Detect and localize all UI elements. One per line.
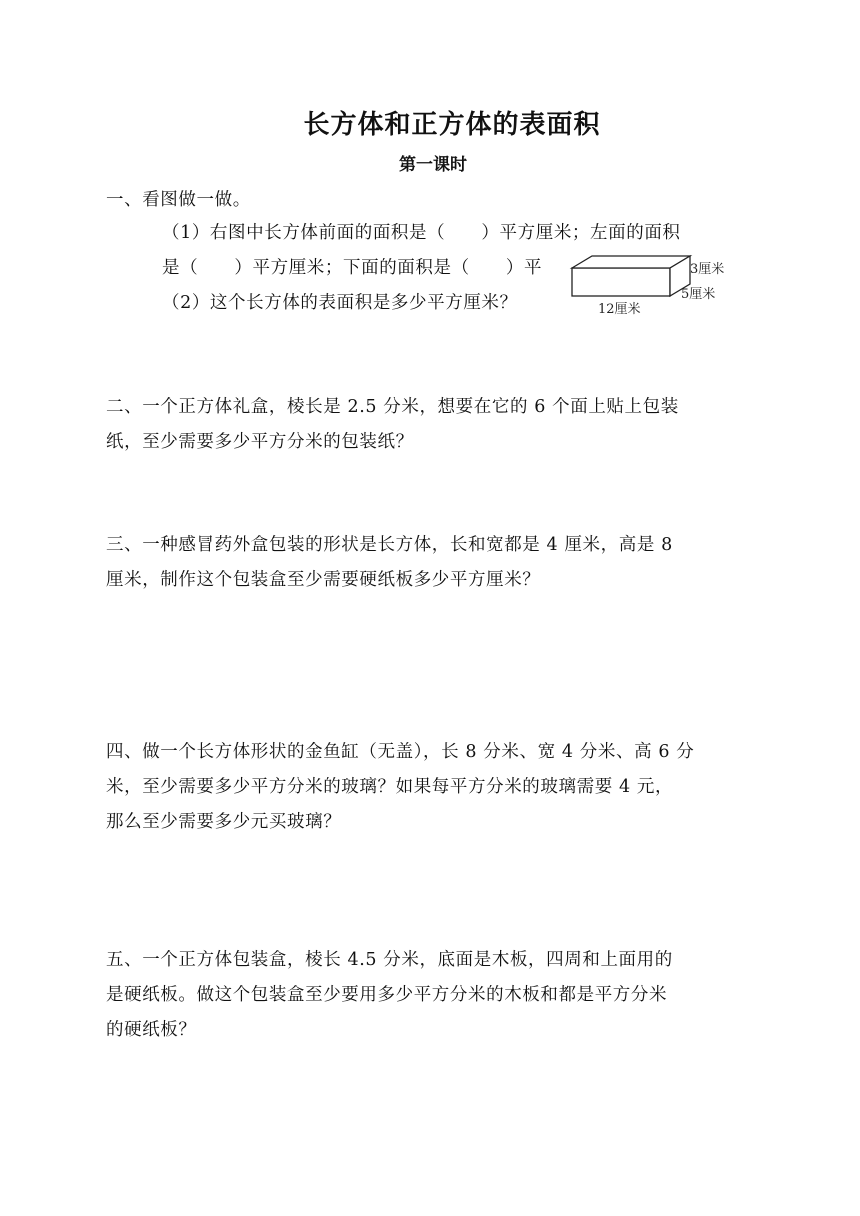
cuboid-front-face [572, 268, 670, 296]
length-label: 12厘米 [598, 302, 641, 317]
width-label: 5厘米 [681, 287, 716, 302]
page-title: 长方体和正方体的表面积 [303, 110, 601, 140]
q1-line-1: （1）右图中长方体前面的面积是（ ）平方厘米；左面的面积 [162, 223, 681, 243]
q1-line-2: 是（ ）平方厘米；下面的面积是（ ）平 [162, 258, 543, 278]
cuboid-diagram [560, 246, 740, 322]
height-label: 3厘米 [690, 262, 725, 277]
q2-line-1: 二、一个正方体礼盒，棱长是 2.5 分米，想要在它的 6 个面上贴上包装 [106, 397, 679, 417]
q5-line-2: 是硬纸板。做这个包装盒至少要用多少平方分米的木板和都是平方分米 [106, 985, 668, 1005]
q4-line-1: 四、做一个长方体形状的金鱼缸（无盖），长 8 分米、宽 4 分米、高 6 分 [106, 742, 695, 762]
q3-line-1: 三、一种感冒药外盒包装的形状是长方体，长和宽都是 4 厘米，高是 8 [106, 535, 673, 555]
q4-line-3: 那么至少需要多少元买玻璃？ [106, 812, 342, 832]
q5-line-1: 五、一个正方体包装盒，棱长 4.5 分米，底面是木板，四周和上面用的 [106, 950, 673, 970]
q4-line-2: 米，至少需要多少平方分米的玻璃？如果每平方分米的玻璃需要 4 元， [106, 777, 674, 797]
q5-line-3: 的硬纸板？ [106, 1020, 197, 1040]
q1-heading: 一、看图做一做。 [106, 190, 251, 210]
q2-line-2: 纸，至少需要多少平方分米的包装纸？ [106, 432, 414, 452]
q1-line-3: （2）这个长方体的表面积是多少平方厘米？ [162, 293, 518, 313]
q3-line-2: 厘米，制作这个包装盒至少需要硬纸板多少平方厘米？ [106, 570, 541, 590]
page-subtitle: 第一课时 [399, 155, 467, 175]
